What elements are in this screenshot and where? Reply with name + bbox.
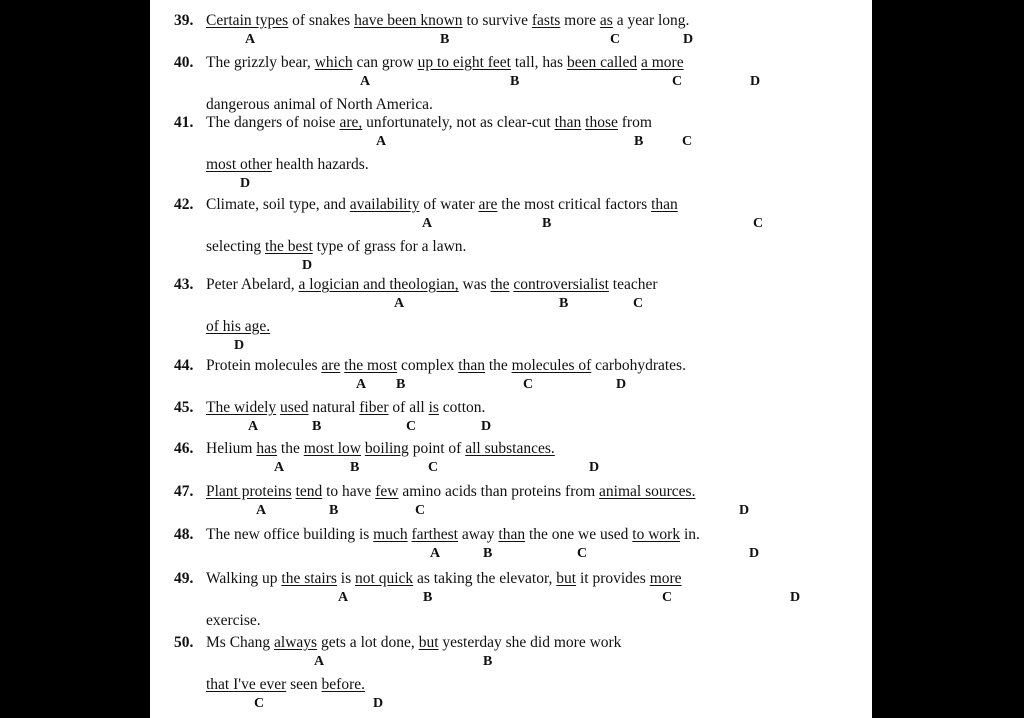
- text-segment: more: [560, 12, 600, 29]
- option-label-b: B: [423, 590, 433, 605]
- option-label-b: B: [510, 74, 520, 89]
- option-label-c: C: [428, 460, 439, 475]
- question-text-line: [206, 357, 686, 375]
- underlined-option: tend: [295, 483, 323, 500]
- option-label-a: A: [356, 377, 367, 392]
- underlined-option: a more: [640, 54, 684, 71]
- underlined-option: Certain types: [206, 12, 289, 29]
- option-label-c: C: [662, 590, 673, 605]
- underlined-option: boiling: [364, 440, 409, 457]
- option-label-b: B: [350, 460, 360, 475]
- question-text-line: [206, 318, 270, 336]
- option-label-c: C: [633, 296, 644, 311]
- underlined-option: is: [428, 399, 439, 416]
- question-text-line: [206, 238, 466, 256]
- option-label-d: D: [750, 74, 761, 89]
- underlined-option: has: [256, 440, 278, 457]
- underlined-option: fasts: [531, 12, 561, 29]
- text-segment: can grow: [352, 54, 418, 71]
- text-segment: Walking up: [206, 570, 282, 587]
- question-number: 44.: [174, 357, 194, 374]
- option-label-d: D: [739, 503, 750, 518]
- underlined-option: The widely: [206, 399, 277, 416]
- option-label-b: B: [542, 216, 552, 231]
- underlined-option: than: [554, 114, 582, 131]
- text-segment: Ms Chang: [206, 634, 275, 651]
- option-label-a: A: [245, 32, 256, 47]
- underlined-option: but: [556, 570, 577, 587]
- text-segment: amino acids than proteins from: [398, 483, 600, 500]
- underlined-option: have been known: [354, 12, 463, 29]
- option-label-c: C: [682, 134, 693, 149]
- text-segment: a year long.: [612, 12, 690, 29]
- text-segment: is: [336, 570, 356, 587]
- underlined-option: the: [490, 276, 510, 293]
- text-segment: as taking the elevator,: [413, 570, 557, 587]
- underlined-option: most other: [206, 156, 272, 173]
- question-number: 48.: [174, 526, 194, 543]
- underlined-option: than: [458, 357, 485, 374]
- option-label-c: C: [523, 377, 534, 392]
- text-segment: was: [458, 276, 491, 293]
- text-segment: natural: [308, 399, 360, 416]
- text-segment: health hazards.: [271, 156, 369, 173]
- text-segment: Climate, soil type, and: [206, 196, 350, 213]
- question-text-line: [206, 12, 689, 30]
- underlined-option: availability: [349, 196, 420, 213]
- text-segment: The grizzly bear,: [206, 54, 315, 71]
- underlined-option: which: [314, 54, 353, 71]
- underlined-option: controversialist: [513, 276, 609, 293]
- option-label-d: D: [616, 377, 627, 392]
- underlined-option: as: [599, 12, 613, 29]
- text-segment: unfortunately, not as clear-cut: [362, 114, 555, 131]
- option-label-b: B: [440, 32, 450, 47]
- underlined-option: always: [274, 634, 318, 651]
- text-segment: teacher: [608, 276, 658, 293]
- text-segment: in.: [680, 526, 700, 543]
- question-number: 41.: [174, 114, 194, 131]
- underlined-option: are,: [339, 114, 363, 131]
- underlined-option: Plant proteins: [206, 483, 292, 500]
- question-text-line: [206, 483, 695, 501]
- question-number: 47.: [174, 483, 194, 500]
- option-label-c: C: [577, 546, 588, 561]
- option-label-b: B: [483, 546, 493, 561]
- text-segment: away: [457, 526, 499, 543]
- option-label-d: D: [373, 696, 384, 711]
- underlined-option: been called: [566, 54, 638, 71]
- option-label-a: A: [314, 654, 325, 669]
- underlined-option: animal sources.: [599, 483, 696, 500]
- question-text-line: [206, 114, 652, 132]
- text-segment: yesterday she did more work: [438, 634, 622, 651]
- text-segment: gets a lot done,: [317, 634, 419, 651]
- text-segment: complex: [397, 357, 459, 374]
- underlined-option: the most: [344, 357, 398, 374]
- text-segment: carbohydrates.: [591, 357, 686, 374]
- option-label-d: D: [481, 419, 492, 434]
- underlined-option: the stairs: [281, 570, 337, 587]
- text-segment: from: [617, 114, 652, 131]
- underlined-option: than: [651, 196, 678, 213]
- text-segment: the most critical factors: [497, 196, 652, 213]
- underlined-option: of his age.: [206, 318, 271, 335]
- option-label-d: D: [749, 546, 760, 561]
- question-text-line: [206, 676, 365, 694]
- underlined-option: the best: [264, 238, 313, 255]
- text-segment: cotton.: [438, 399, 486, 416]
- question-text-line: [206, 440, 555, 458]
- underlined-option: a logician and theologian,: [298, 276, 459, 293]
- text-segment: it provides: [576, 570, 650, 587]
- underlined-option: molecules of: [511, 357, 592, 374]
- option-label-a: A: [430, 546, 441, 561]
- option-label-b: B: [559, 296, 569, 311]
- option-label-d: D: [302, 258, 313, 273]
- underlined-option: farthest: [411, 526, 458, 543]
- text-segment: Helium: [206, 440, 257, 457]
- question-text-line: [206, 54, 684, 72]
- option-label-b: B: [396, 377, 406, 392]
- option-label-d: D: [790, 590, 801, 605]
- option-label-b: B: [312, 419, 322, 434]
- underlined-option: to work: [632, 526, 681, 543]
- text-segment: the: [277, 440, 304, 457]
- question-number: 43.: [174, 276, 194, 293]
- option-label-b: B: [634, 134, 644, 149]
- option-label-a: A: [274, 460, 285, 475]
- text-segment: to survive: [462, 12, 532, 29]
- question-text-line: [206, 612, 261, 630]
- underlined-option: are: [478, 196, 498, 213]
- question-number: 49.: [174, 570, 194, 587]
- question-text-line: [206, 399, 485, 417]
- option-label-d: D: [683, 32, 694, 47]
- question-text-line: [206, 526, 700, 544]
- option-label-b: B: [483, 654, 493, 669]
- underlined-option: not quick: [355, 570, 414, 587]
- option-label-c: C: [672, 74, 683, 89]
- question-text-line: [206, 96, 433, 114]
- option-label-b: B: [329, 503, 339, 518]
- text-segment: the: [484, 357, 512, 374]
- underlined-option: used: [280, 399, 309, 416]
- question-text-line: [206, 634, 621, 652]
- text-segment: exercise.: [206, 612, 261, 629]
- text-segment: seen: [286, 676, 322, 693]
- question-number: 46.: [174, 440, 194, 457]
- underlined-option: that I've ever: [206, 676, 287, 693]
- text-segment: to have: [322, 483, 376, 500]
- question-number: 45.: [174, 399, 194, 416]
- text-segment: tall, has: [510, 54, 567, 71]
- underlined-option: fiber: [359, 399, 389, 416]
- option-label-a: A: [256, 503, 267, 518]
- option-label-c: C: [415, 503, 426, 518]
- underlined-option: few: [375, 483, 399, 500]
- text-segment: The dangers of noise: [206, 114, 340, 131]
- option-label-a: A: [376, 134, 387, 149]
- option-label-a: A: [338, 590, 349, 605]
- underlined-option: much: [373, 526, 408, 543]
- question-text-line: [206, 196, 678, 214]
- question-text-line: [206, 570, 682, 588]
- question-text-line: [206, 156, 369, 174]
- underlined-option: those: [585, 114, 618, 131]
- question-text-line: [206, 276, 658, 294]
- underlined-option: all substances.: [465, 440, 555, 457]
- question-number: 42.: [174, 196, 194, 213]
- underlined-option: most low: [303, 440, 362, 457]
- option-label-d: D: [589, 460, 600, 475]
- question-number: 40.: [174, 54, 194, 71]
- option-label-a: A: [360, 74, 371, 89]
- text-segment: point of: [408, 440, 466, 457]
- text-segment: selecting: [206, 238, 265, 255]
- option-label-c: C: [406, 419, 417, 434]
- text-segment: dangerous animal of North America.: [206, 96, 433, 113]
- underlined-option: than: [498, 526, 526, 543]
- option-label-a: A: [422, 216, 433, 231]
- underlined-option: more: [649, 570, 682, 587]
- underlined-option: are: [321, 357, 341, 374]
- text-segment: The new office building is: [206, 526, 374, 543]
- text-segment: type of grass for a lawn.: [312, 238, 467, 255]
- question-number: 50.: [174, 634, 194, 651]
- question-number: 39.: [174, 12, 194, 29]
- text-segment: of water: [419, 196, 479, 213]
- option-label-d: D: [240, 176, 251, 191]
- option-label-a: A: [248, 419, 259, 434]
- option-label-c: C: [753, 216, 764, 231]
- underlined-option: up to eight feet: [417, 54, 511, 71]
- text-segment: of all: [388, 399, 429, 416]
- text-segment: the one we used: [525, 526, 633, 543]
- text-segment: Protein molecules: [206, 357, 322, 374]
- worksheet-page: [150, 0, 872, 718]
- option-label-c: C: [610, 32, 621, 47]
- option-label-d: D: [234, 338, 245, 353]
- option-label-a: A: [394, 296, 405, 311]
- underlined-option: but: [418, 634, 439, 651]
- underlined-option: before.: [321, 676, 366, 693]
- text-segment: Peter Abelard,: [206, 276, 299, 293]
- text-segment: of snakes: [288, 12, 355, 29]
- option-label-c: C: [254, 696, 265, 711]
